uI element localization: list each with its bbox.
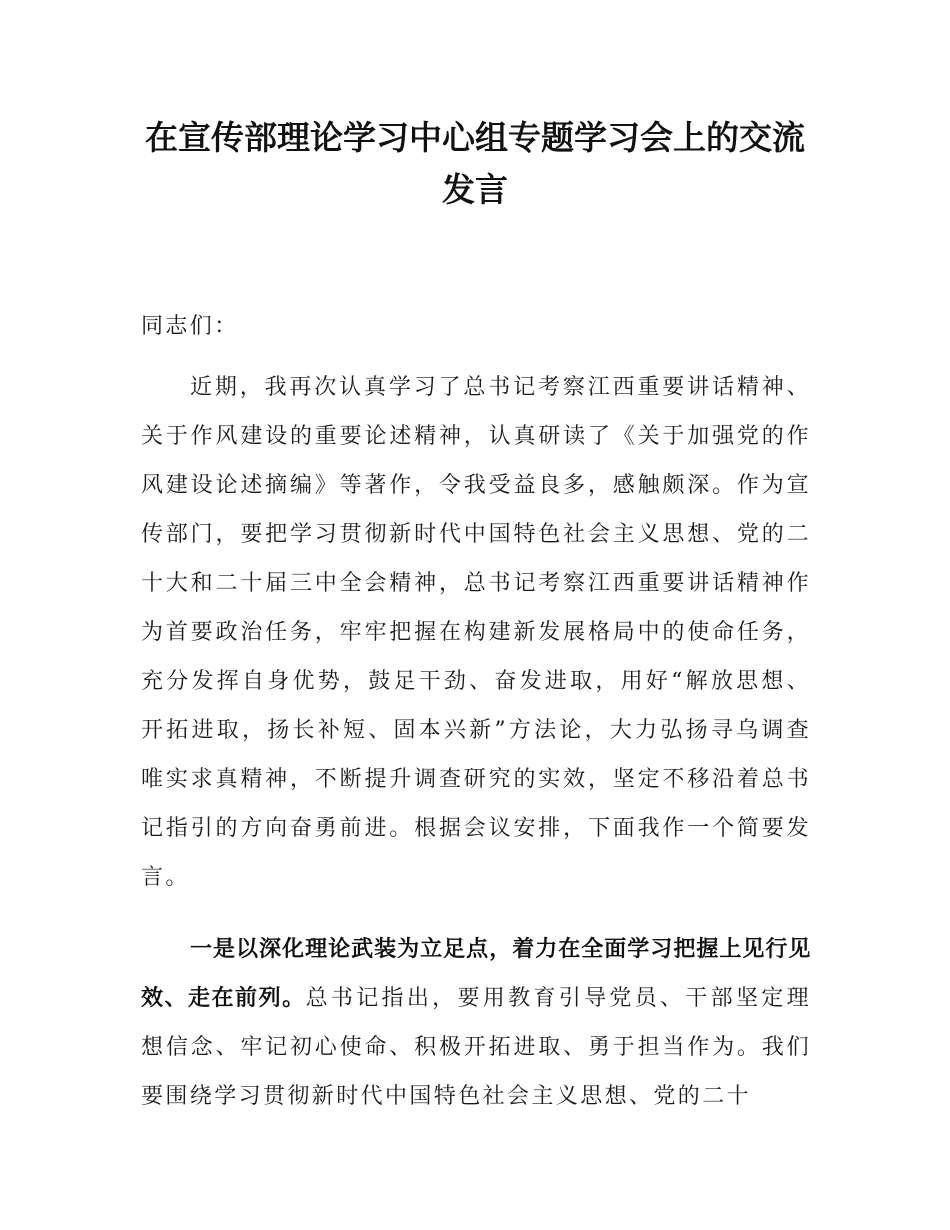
paragraph-body-text: 总书记指出，要用教育引导党员、干部坚定理想信念、牢记初心使命、积极开拓进取、勇于担当作为。我们要围绕学习贯彻新时代中国特色社会主义思想、党的二十 — [141, 986, 811, 1109]
paragraph-point-one — [141, 925, 811, 1121]
salutation: 同志们： — [141, 314, 239, 339]
paragraph-lead-heading: 一是以深化理论武装为立足点，着力在全面学习把握上见行见效、走在前列。 — [141, 937, 811, 1011]
document-title: 在宣传部理论学习中心组专题学习会上的交流发言 — [145, 118, 805, 209]
paragraph-intro: 近期，我再次认真学习了总书记考察江西重要讲话精神、关于作风建设的重要论述精神，认真研读了《关于加强党的作风建设论述摘编》等著作，令我受益良多，感触颇深。作为宣传部门，要把学习贯彻新时代中国特色社会主义思想、党的二十大和二十届三中全会精神，总书记考察江西重要讲话精神作为首要政治任务，牢牢把握在构建新发展格局中的使命任务，充分发挥自身优势，鼓足干劲、奋发进取，用好“解放思想、开拓进取，扬长补短、固本兴新”方法论，大力弘扬寻乌调查唯实求真精神，不断提升调查研究的实效，坚定不移沿着总书记指引的方向奋勇前进。根据会议安排，下面我作一个简要发言。 — [141, 375, 811, 890]
